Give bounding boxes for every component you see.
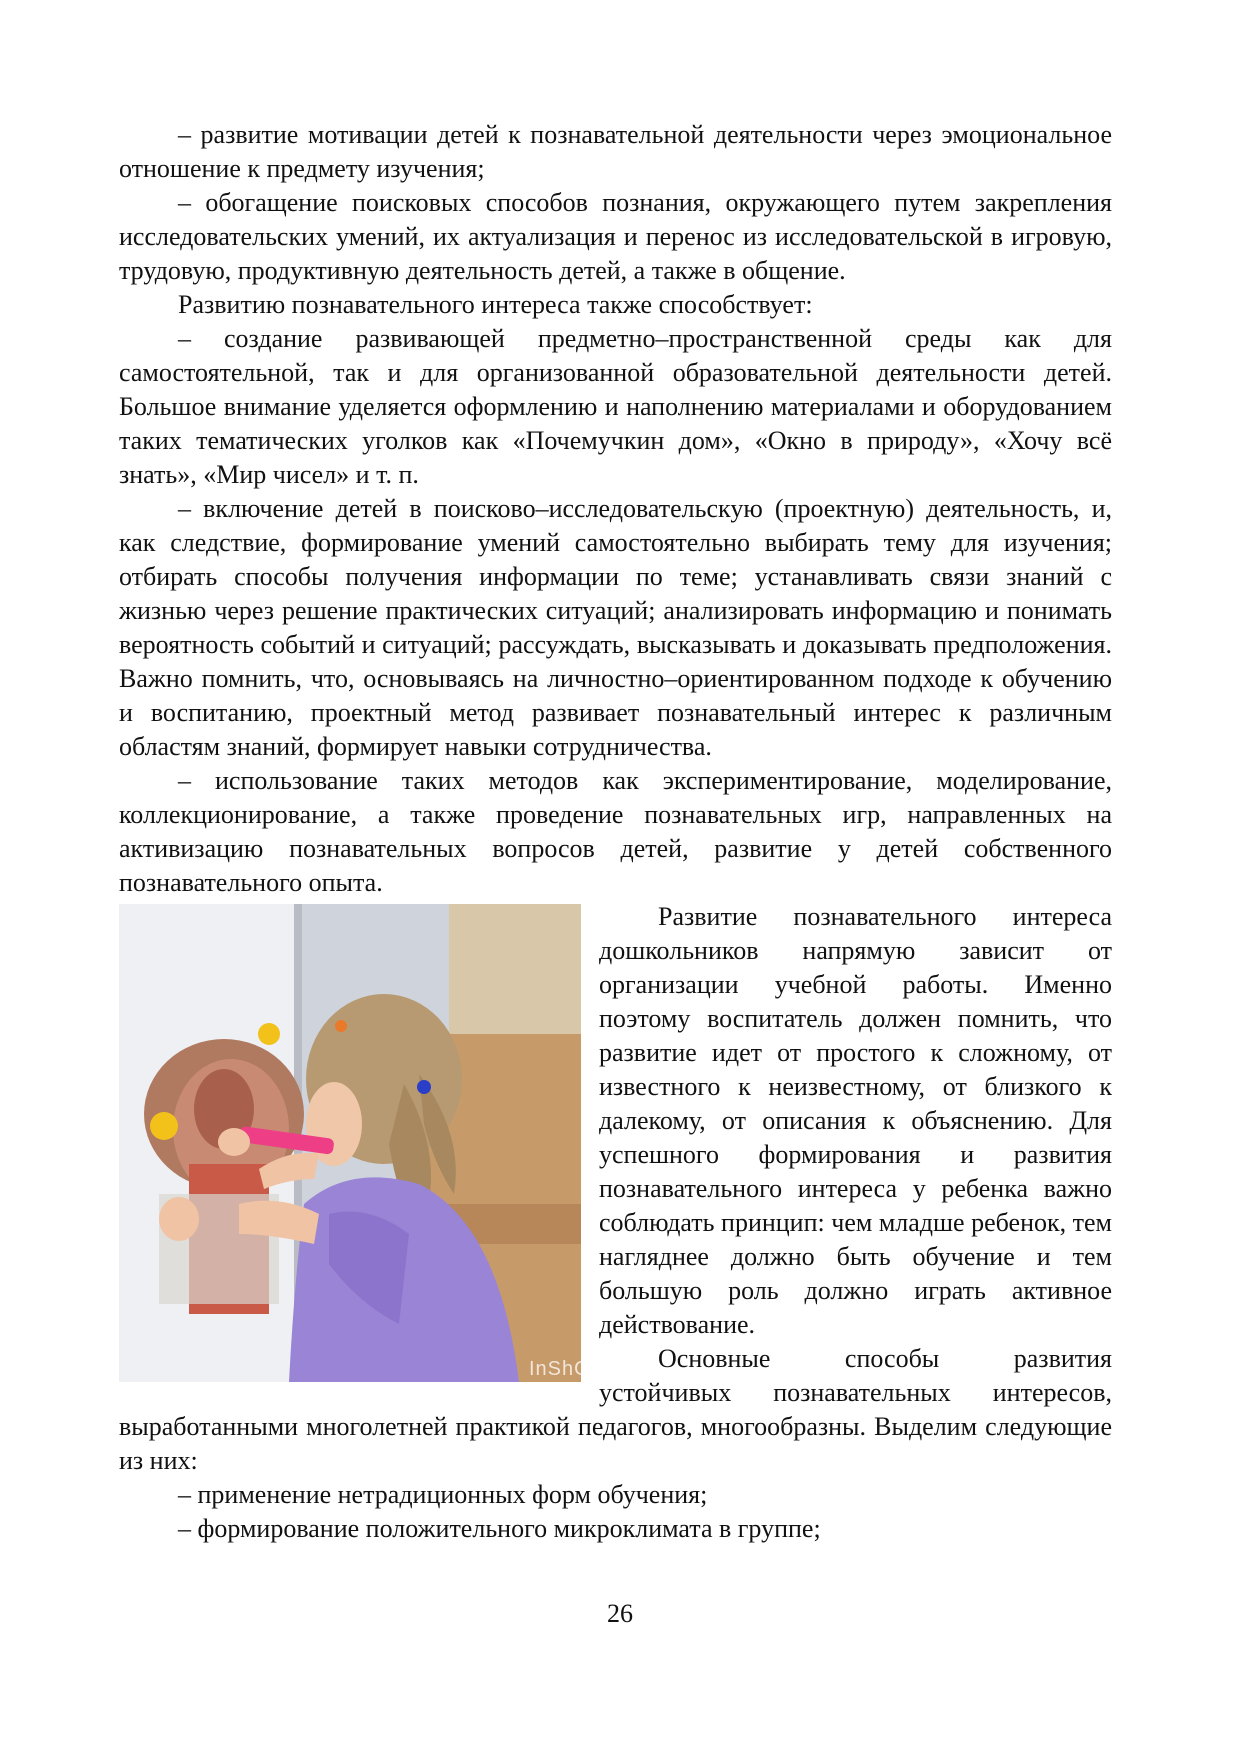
paragraph-organization: Развитие познавательного интереса дошкольников напрямую зависит от организации учебной работы. Именно поэтому воспитатель должен помнить, что развитие идет от простого к сложному, от известного к неизвестному, от близкого к далекому, от описания к объяснению. Для успешного формирования и развития познавательного интереса у ребенка важно соблюдать принцип: чем младше ребенок, тем нагляднее должно быть обучение и тем большую роль должно играть активное действование. <box>599 902 1112 1339</box>
photo-illustration <box>119 904 581 1382</box>
paragraph-methods: – использование таких методов как экспериментирование, моделирование, коллекционирование, а также проведение познавательных игр, направленных на активизацию познавательных вопросов детей, развитие у детей собственного познавательного опыта. <box>119 766 1112 897</box>
list-item-microclimate: – формирование положительного микроклимата в группе; <box>178 1514 821 1543</box>
paragraph-project-activity: – включение детей в поисково–исследовательскую (проектную) деятельность, и, как следствие, формирование умений самостоятельно выбирать тему для изучения; отбирать способы получения информации по теме; устанавливать связи знаний с жизнью через решение практических ситуаций; анализировать информацию и понимать вероятность событий и ситуаций; рассуждать, высказывать и доказывать предположения. Важно помнить, что, основываясь на личностно–ориентированном подходе к обучению и воспитанию, проектный метод развивает познавательный интерес к различным областям знаний, формирует навыки сотрудничества. <box>119 494 1112 761</box>
body-text <box>119 118 1112 1546</box>
page-number: 26 <box>607 1599 633 1628</box>
figure-wrap-area <box>119 900 1112 1478</box>
paragraph-motivation: – развитие мотивации детей к познавательной деятельности через эмоциональное отношение к предмету изучения; <box>119 120 1112 183</box>
paragraph-environment: – создание развивающей предметно–пространственной среды как для самостоятельной, так и для организованной образовательной деятельности детей. Большое внимание уделяется оформлению и наполнению материалами и оборудованием таких тематических уголков как «Почемучкин дом», «Окно в природу», «Хочу всё знать», «Мир чисел» и т. п. <box>119 324 1112 489</box>
list-item-nontraditional-forms: – применение нетрадиционных форм обучения; <box>178 1480 708 1509</box>
child-drawing-photo <box>119 904 591 1382</box>
paragraph-search-methods: – обогащение поисковых способов познания, окружающего путем закрепления исследовательских умений, их актуализация и перенос из исследовательской в игровую, трудовую, продуктивную деятельность детей, а также в общение. <box>119 188 1112 285</box>
paragraph-interest-intro: Развитию познавательного интереса также способствует: <box>178 290 813 319</box>
paragraph-main-methods: Основные способы развития устойчивых познавательных интересов, выработанными многолетней практикой педагогов, многообразны. Выделим следующие из них: <box>119 1344 1112 1475</box>
photo-watermark: InShO <box>529 1358 591 1380</box>
